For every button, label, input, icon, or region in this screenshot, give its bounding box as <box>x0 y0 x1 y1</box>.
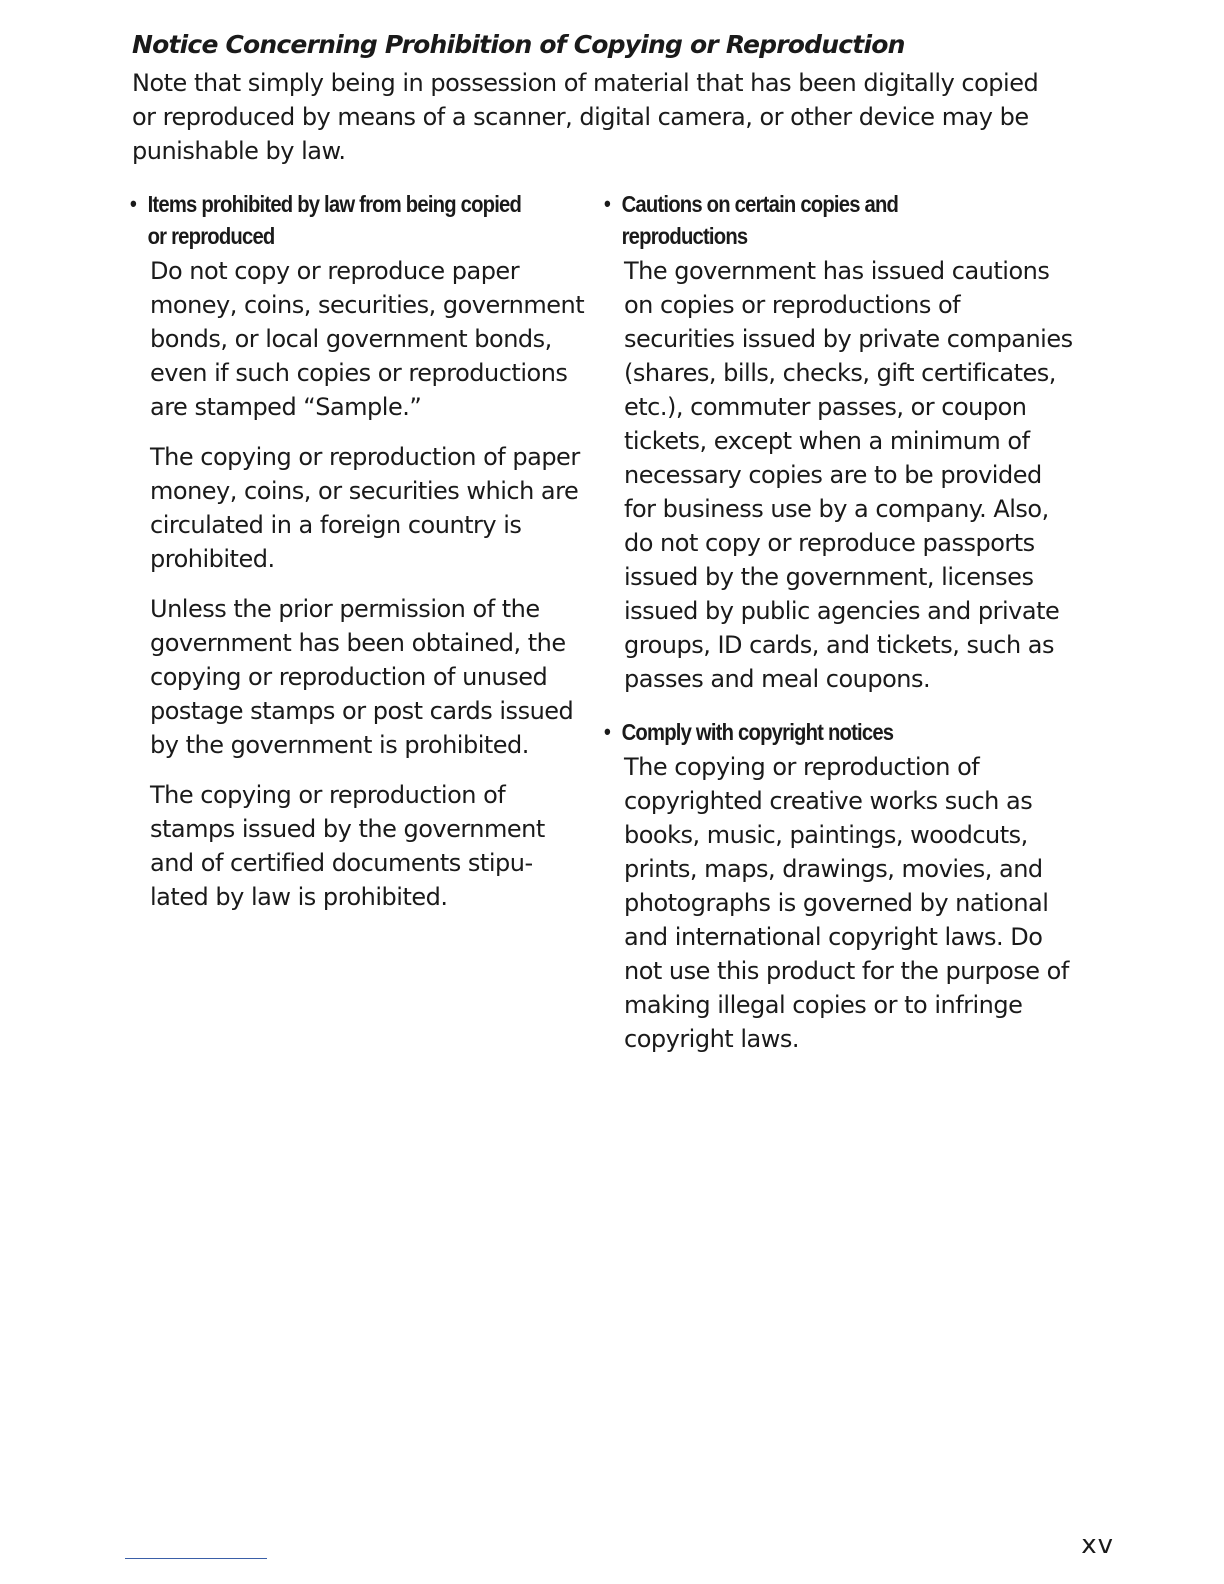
paragraph: The copying or reproduction of copyrighted creative works such as books, music, paintings, woodcuts, prints, maps, drawings, movies, and photographs is governed by national and international copyright laws. Do not use this product for the purpose of making illegal copies or to infringe copyright laws. <box>624 753 1069 1053</box>
heading-line: Cautions on certain copies and <box>621 191 899 217</box>
copyright-section <box>604 716 1074 1056</box>
bullet-icon: • <box>604 191 610 216</box>
prohibited-items-heading <box>130 188 530 252</box>
paragraph: Unless the prior permission of the government has been obtained, the copying or reproduction of unused postage stamps or post cards issued by the government is prohibited. <box>150 595 574 759</box>
page-title: Notice Concerning Prohibition of Copying or Reproduction <box>132 30 905 59</box>
heading-line: Comply with copyright notices <box>621 719 894 745</box>
right-column <box>604 188 1074 1056</box>
left-column <box>130 188 585 914</box>
paragraph: The government has issued cautions on copies or reproductions of securities issued by private companies (shares, bills, checks, gift certificates, etc.), commuter passes, or coupon tickets, except when a minimum of necessary copies are to be provided for business use by a company. Also, do not copy or reproduce passports issued by the government, licenses issued by public agencies and private groups, ID cards, and tickets, such as passes and meal coupons. <box>624 257 1073 693</box>
paragraph: The copying or reproduction of paper money, coins, or securities which are circulated in a foreign country is prohibited. <box>150 443 580 573</box>
footer-rule <box>125 1558 267 1559</box>
heading-line: Items prohibited by law from being copied <box>147 191 522 217</box>
heading-line: reproductions <box>621 223 748 249</box>
prohibited-items-section <box>130 188 585 914</box>
bullet-icon: • <box>604 719 610 744</box>
cautions-section <box>604 188 1074 696</box>
heading-line: or reproduced <box>147 223 275 249</box>
intro-paragraph: Note that simply being in possession of material that has been digitally copied or reproduced by means of a scanner, digital camera, or other device may be punishable by law. <box>132 69 1039 165</box>
paragraph: Do not copy or reproduce paper money, coins, securities, government bonds, or local government bonds, even if such copies or reproductions are stamped “Sample.” <box>150 257 585 421</box>
page-number: xv <box>1081 1530 1114 1560</box>
copyright-heading <box>604 716 1018 748</box>
bullet-icon: • <box>130 191 136 216</box>
cautions-heading <box>604 188 1018 252</box>
paragraph: The copying or reproduction of stamps issued by the government and of certified documents stipu-lated by law is prohibited. <box>150 781 545 911</box>
